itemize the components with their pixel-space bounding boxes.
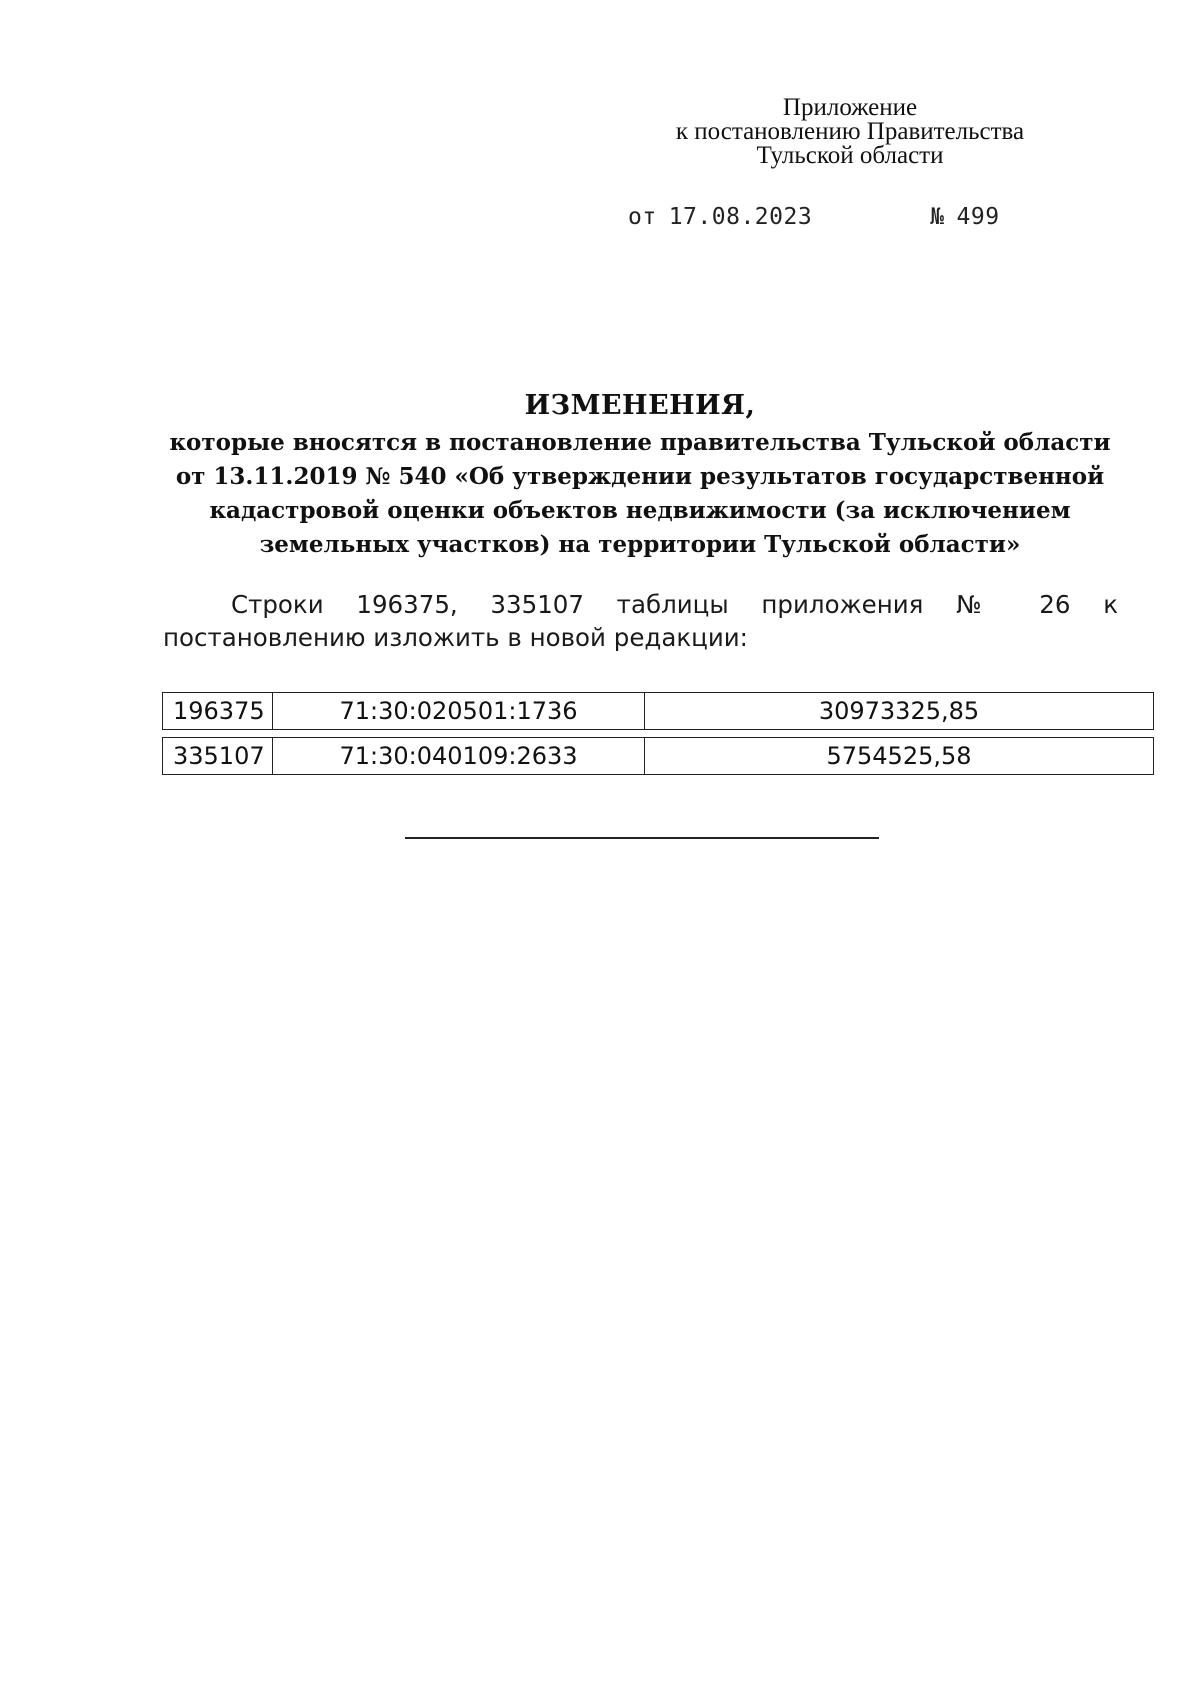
appendix-line-2: к постановлению Правительства xyxy=(675,118,1025,145)
title-line-4: земельных участков) на территории Тульской области» xyxy=(259,531,1021,558)
title-heading: ИЗМЕНЕНИЯ, xyxy=(524,390,756,421)
row-number-cell: 196375 xyxy=(163,693,273,729)
document-title xyxy=(150,388,1130,562)
row-number-cell: 335107 xyxy=(163,738,273,774)
table-row xyxy=(162,692,1154,730)
cadastral-number-cell: 71:30:020501:1736 xyxy=(273,693,645,729)
date-label: от xyxy=(628,204,657,230)
cadastral-value-cell: 30973325,85 xyxy=(818,697,980,725)
appendix-line-3: Тульской области xyxy=(756,142,944,169)
end-divider xyxy=(405,837,879,839)
resolution-reference xyxy=(628,204,1000,230)
title-line-1: которые вносятся в постановление правительства Тульской области xyxy=(169,429,1111,456)
number-label: № xyxy=(930,204,945,230)
appendix-line-1: Приложение xyxy=(782,94,918,121)
data-table xyxy=(162,692,1154,782)
resolution-date: 17.08.2023 xyxy=(668,204,813,230)
body-paragraph: Строки 196375, 335107 таблицы приложения № 26 к постановлению изложить в новой редакции: xyxy=(163,590,1118,652)
cadastral-number-cell: 71:30:040109:2633 xyxy=(273,738,645,774)
cadastral-value-cell: 5754525,58 xyxy=(826,742,972,770)
table-row xyxy=(162,737,1154,775)
resolution-number: 499 xyxy=(956,204,1000,230)
title-line-2: от 13.11.2019 № 540 «Об утверждении результатов государственной xyxy=(175,463,1105,490)
title-line-3: кадастровой оценки объектов недвижимости (за исключением xyxy=(209,497,1071,524)
appendix-header xyxy=(640,96,1060,168)
